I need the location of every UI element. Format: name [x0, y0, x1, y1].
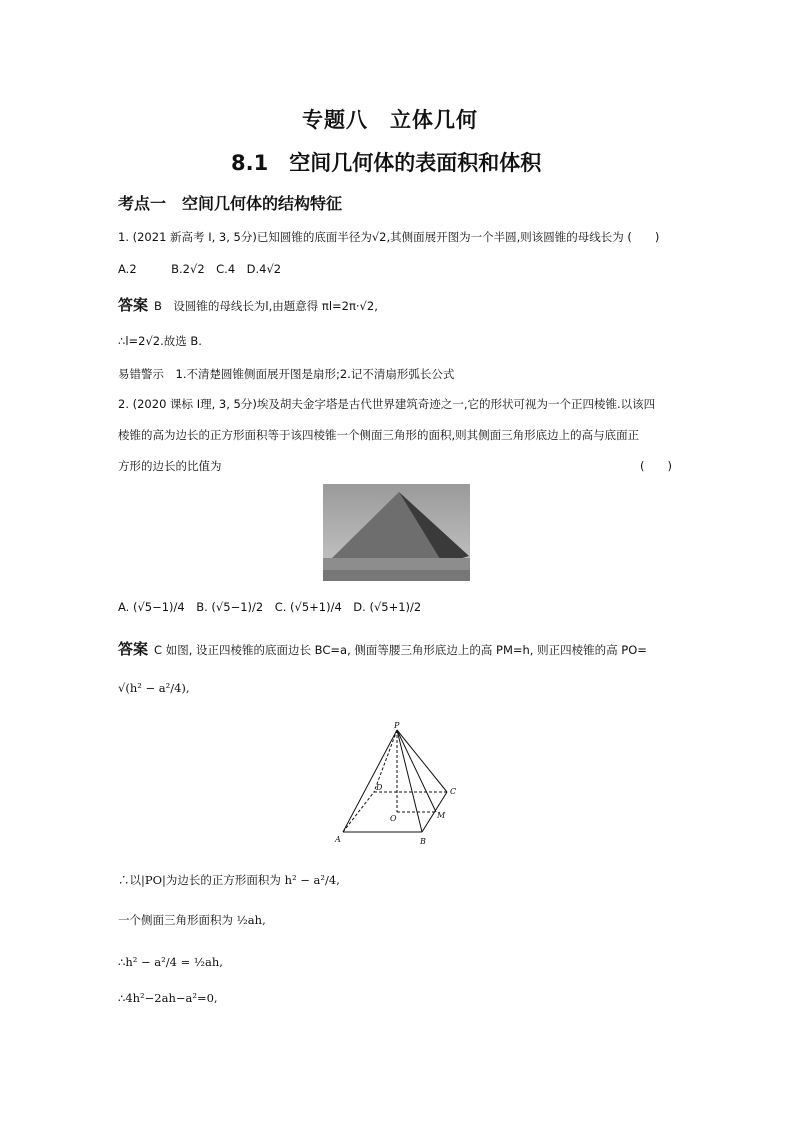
page-title: 专题八 立体几何	[302, 108, 478, 132]
q2-stem-line2: 棱锥的高为边长的正方形面积等于该四棱锥一个侧面三角形的面积,则其侧面三角形底边上的高与底面正	[118, 428, 640, 442]
q2-step3: ∴h² − a²/4 = ½ah,	[118, 955, 223, 969]
label-d: D	[376, 783, 383, 792]
label-p: P	[394, 721, 400, 730]
q2-stem-line1: 2. (2020 课标 Ⅰ理, 3, 5分)埃及胡夫金字塔是古代世界建筑奇迹之一,它的形状可视为一个正四棱锥.以该四	[118, 397, 656, 411]
q2-answer-text: C 如图, 设正四棱锥的底面边长 BC=a, 侧面等腰三角形底边上的高 PM=h, 则正四棱锥的高 PO=	[154, 643, 647, 657]
q2-po-value: √(h² − a²/4),	[118, 681, 190, 695]
q1-stem: 1. (2021 新高考 Ⅰ, 3, 5分)已知圆锥的底面半径为√2,其侧面展开图为一个半圆,则该圆锥的母线长为 ( )	[118, 230, 660, 244]
answer-label: 答案	[118, 296, 149, 314]
q2-step2: 一个侧面三角形面积为 ½ah,	[118, 913, 266, 927]
label-b: B	[420, 837, 426, 846]
answer-label: 答案	[118, 640, 149, 658]
label-c: C	[450, 787, 457, 796]
pyramid-photo	[323, 484, 470, 581]
section-heading: 考点一 空间几何体的结构特征	[118, 194, 343, 213]
label-a: A	[335, 835, 341, 844]
q2-options: A. (√5−1)/4 B. (√5−1)/2 C. (√5+1)/4 D. (√5+1)/2	[118, 600, 422, 614]
q1-conclusion: ∴l=2√2.故选 B.	[118, 334, 202, 348]
q2-stem-line3: 方形的边长的比值为	[118, 459, 222, 473]
q2-step4: ∴4h²−2ah−a²=0,	[118, 991, 218, 1005]
q1-warning: 易错警示 1.不清楚圆锥侧面展开图是扇形;2.记不清扇形弧长公式	[118, 367, 455, 381]
label-m: M	[437, 811, 446, 820]
pyramid-diagram	[333, 718, 463, 848]
label-o: O	[390, 814, 397, 823]
q2-step1: ∴以|PO|为边长的正方形面积为 h² − a²/4,	[118, 873, 340, 887]
chapter-subtitle: 8.1 空间几何体的表面积和体积	[231, 151, 542, 175]
q1-answer	[118, 297, 378, 314]
q1-answer-text: B 设圆锥的母线长为l,由题意得 πl=2π·√2,	[154, 299, 378, 313]
q2-bracket: ( )	[640, 459, 672, 473]
q2-answer	[118, 641, 647, 658]
q1-options: A.2 B.2√2 C.4 D.4√2	[118, 262, 282, 276]
